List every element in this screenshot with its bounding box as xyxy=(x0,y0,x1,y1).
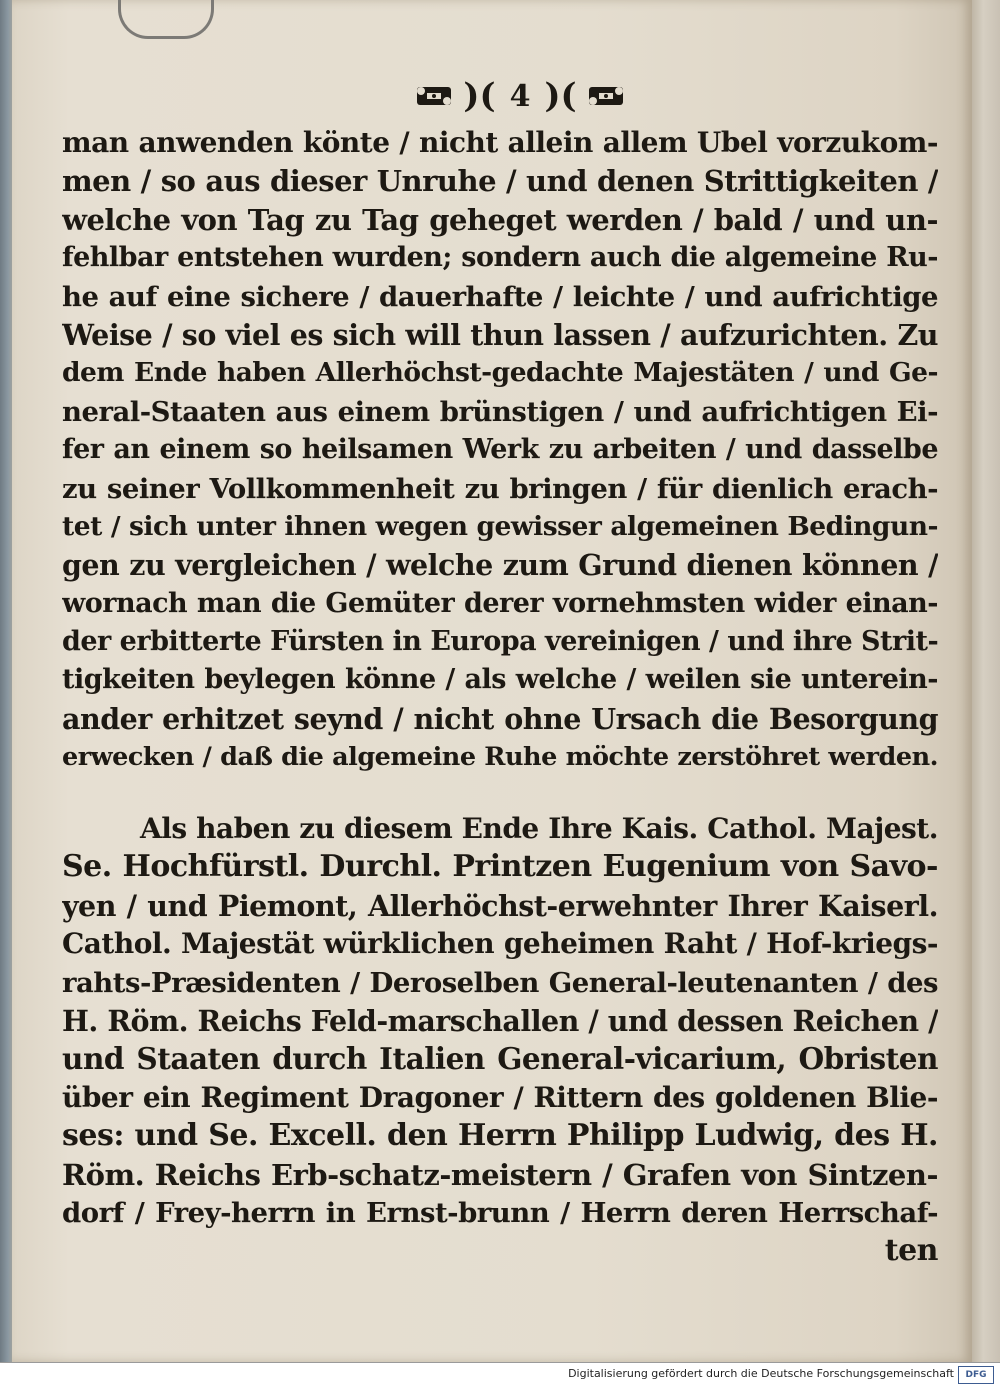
text-line: gen zu vergleichen / welche zum Grund dienen können / xyxy=(62,548,938,583)
text-line: yen / und Piemont, Allerhöchst-erwehnter Ihrer Kaiserl. xyxy=(62,888,938,923)
text-line: fer an einem so heilsamen Werk zu arbeiten / und dasselbe xyxy=(62,434,938,466)
text-line: ander erhitzet seynd / nicht ohne Ursach die Besorgung xyxy=(62,701,938,736)
page-header xyxy=(390,70,650,122)
catchword: ten xyxy=(884,1233,938,1269)
text-line: he auf eine sichere / dauerhafte / leichte / und aufrichtige xyxy=(62,280,938,313)
dfg-logo-icon xyxy=(958,1366,994,1384)
text-line: erwecken / daß die algemeine Ruhe möchte zerstöhret werden. xyxy=(62,742,938,773)
book-right-edge xyxy=(972,0,1000,1362)
text-line: neral-Staaten aus einem brünstigen / und aufrichtigen Ei- xyxy=(62,395,938,428)
text-line: H. Röm. Reichs Feld-marschallen / und dessen Reichen / xyxy=(62,1003,938,1038)
text-line: tet / sich unter ihnen wegen gewisser algemeinen Bedingun- xyxy=(62,510,938,542)
paragraph-1 xyxy=(62,124,938,777)
text-line: zu seiner Vollkommenheit zu bringen / für dienlich erach- xyxy=(62,472,938,505)
text-line: rahts-Præsidenten / Deroselben General-leutenanten / des xyxy=(62,966,938,999)
digitization-footer xyxy=(0,1362,1000,1386)
header-bracket-left: )( xyxy=(463,76,496,116)
text-line: dorf / Frey-herrn in Ernst-brunn / Herrn deren Herrschaf- xyxy=(62,1196,938,1229)
text-line: tigkeiten beylegen könne / als welche / weilen sie unterein- xyxy=(62,664,938,696)
text-line: Weise / so viel es sich will thun lassen / aufzurichten. Zu xyxy=(62,317,938,352)
text-line: ses: und Se. Excell. den Herrn Philipp Ludwig, des H. xyxy=(62,1118,938,1154)
text-line: dem Ende haben Allerhöchst-gedachte Majestäten / und Ge- xyxy=(62,357,938,389)
footer-credit: Digitalisierung gefördert durch die Deutsche Forschungsgemeinschaft xyxy=(568,1367,954,1380)
text-line: Als haben zu diesem Ende Ihre Kais. Cathol. Majest. xyxy=(140,812,938,845)
text-line: der erbitterte Fürsten in Europa vereinigen / und ihre Strit- xyxy=(62,626,938,658)
text-line: und Staaten durch Italien General-vicarium, Obristen xyxy=(62,1041,938,1077)
page-ornament-right-icon xyxy=(585,81,627,111)
text-line: Röm. Reichs Erb-schatz-meistern / Grafen von Sintzen- xyxy=(62,1157,938,1192)
text-line: men / so aus dieser Unruhe / und denen Strittigkeiten / xyxy=(62,164,938,199)
text-line: welche von Tag zu Tag geheget werden / bald / und un- xyxy=(62,202,938,237)
text-line: wornach man die Gemüter derer vornehmsten wider einan- xyxy=(62,587,938,619)
text-line: Se. Hochfürstl. Durchl. Printzen Eugenium von Savo- xyxy=(62,849,938,885)
page-number: 4 xyxy=(509,78,531,114)
paragraph-2 xyxy=(62,810,938,1271)
dfg-logo-text: DFG xyxy=(965,1370,987,1380)
text-line: fehlbar entstehen wurden; sondern auch die algemeine Ru- xyxy=(62,242,938,274)
clip-icon xyxy=(118,0,214,39)
text-line: Cathol. Majestät würklichen geheimen Raht / Hof-kriegs- xyxy=(62,927,938,961)
header-bracket-right: )( xyxy=(544,76,577,116)
text-line: man anwenden könte / nicht allein allem Ubel vorzukom- xyxy=(62,126,938,159)
page-ornament-left-icon xyxy=(413,81,455,111)
text-line: über ein Regiment Dragoner / Rittern des goldenen Blie- xyxy=(62,1080,938,1114)
